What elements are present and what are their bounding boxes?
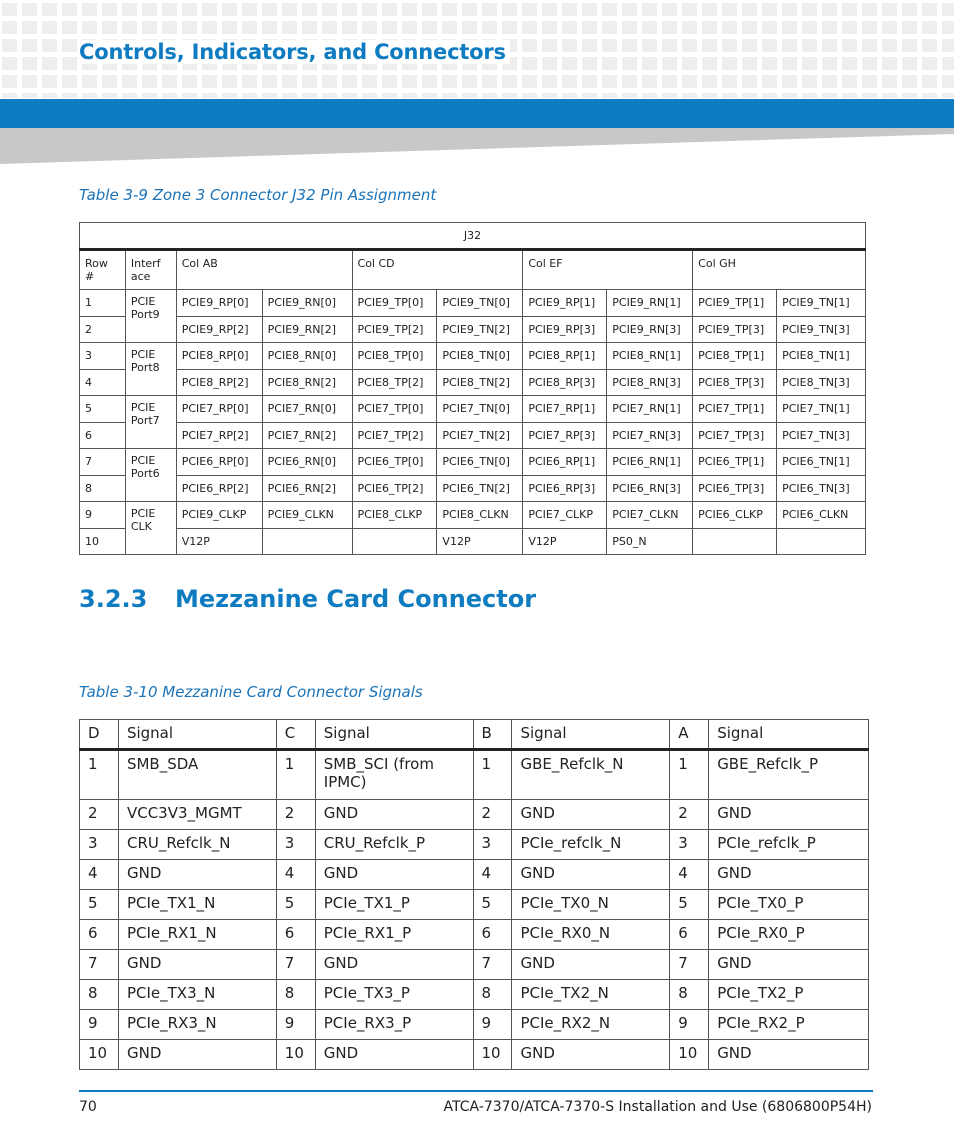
table2-header-cell: A — [670, 720, 709, 750]
table-row — [80, 800, 869, 830]
document-title: ATCA-7370/ATCA-7370-S Installation and Use (6806800P54H) — [443, 1099, 872, 1115]
pin-signal-cell: PCIE7_RN[0] — [262, 396, 352, 423]
pin-signal-cell: PCIE9_TN[3] — [777, 316, 866, 343]
signal-name-cell: GND — [512, 1040, 670, 1070]
pin-number-cell: 2 — [670, 800, 709, 830]
pin-signal-cell: PCIE8_TP[1] — [693, 343, 777, 370]
pin-number-cell: 10 — [80, 1040, 119, 1070]
pin-signal-cell: PCIE7_TP[1] — [693, 396, 777, 423]
signal-name-cell: GND — [709, 800, 869, 830]
pin-number-cell: 4 — [80, 860, 119, 890]
pin-signal-cell: PCIE7_TN[3] — [777, 422, 866, 449]
table-row — [80, 475, 866, 502]
table1-header-cell: Col AB — [176, 250, 352, 290]
interface-cell: PCIE Port8 — [125, 343, 176, 396]
pin-signal-cell: PCIE8_CLKP — [352, 502, 437, 529]
signal-name-cell: PCIe_TX2_N — [512, 980, 670, 1010]
table-row — [80, 750, 869, 800]
pin-signal-cell: PCIE7_TN[2] — [437, 422, 523, 449]
table-row — [80, 920, 869, 950]
signal-name-cell: CRU_Refclk_P — [315, 830, 473, 860]
pin-number-cell: 8 — [276, 980, 315, 1010]
signal-name-cell: PCIe_TX2_P — [709, 980, 869, 1010]
pin-signal-cell: PCIE6_TN[0] — [437, 449, 523, 476]
pin-signal-cell: PCIE9_RN[3] — [607, 316, 693, 343]
table2-header-cell: Signal — [118, 720, 276, 750]
j32-pin-table — [79, 222, 866, 555]
pin-signal-cell: PCIE6_CLKN — [777, 502, 866, 529]
pin-signal-cell: PCIE9_TP[2] — [352, 316, 437, 343]
pin-number-cell: 3 — [670, 830, 709, 860]
pin-signal-cell: PCIE6_RP[0] — [176, 449, 262, 476]
interface-cell: PCIE CLK — [125, 502, 176, 555]
pin-number-cell: 1 — [80, 750, 119, 800]
pin-signal-cell: PCIE8_TN[0] — [437, 343, 523, 370]
footer-rule — [79, 1090, 873, 1092]
signal-name-cell: GND — [315, 800, 473, 830]
row-number-cell: 2 — [80, 316, 126, 343]
section-title-text: Mezzanine Card Connector — [175, 585, 537, 613]
pin-signal-cell — [262, 528, 352, 555]
pin-number-cell: 10 — [473, 1040, 512, 1070]
pin-signal-cell: PCIE7_RP[1] — [523, 396, 607, 423]
signal-name-cell: GND — [512, 860, 670, 890]
pin-number-cell: 10 — [670, 1040, 709, 1070]
pin-signal-cell: PCIE6_TP[2] — [352, 475, 437, 502]
pin-number-cell: 3 — [473, 830, 512, 860]
signal-name-cell: PCIe_refclk_N — [512, 830, 670, 860]
table-row — [80, 950, 869, 980]
pin-number-cell: 8 — [80, 980, 119, 1010]
signal-name-cell: CRU_Refclk_N — [118, 830, 276, 860]
pin-signal-cell: PCIE9_TN[2] — [437, 316, 523, 343]
interface-cell: PCIE Port9 — [125, 290, 176, 343]
signal-name-cell: GND — [512, 800, 670, 830]
pin-number-cell: 9 — [80, 1010, 119, 1040]
signal-name-cell: GND — [315, 860, 473, 890]
signal-name-cell: GND — [709, 1040, 869, 1070]
table2-header-cell: Signal — [512, 720, 670, 750]
signal-name-cell: PCIe_TX0_N — [512, 890, 670, 920]
table2-header-row — [80, 720, 869, 750]
row-number-cell: 10 — [80, 528, 126, 555]
signal-name-cell: GND — [315, 1040, 473, 1070]
pin-number-cell: 6 — [670, 920, 709, 950]
pin-number-cell: 5 — [473, 890, 512, 920]
table2-header-cell: Signal — [709, 720, 869, 750]
table-row — [80, 369, 866, 396]
pin-signal-cell: PCIE8_RP[1] — [523, 343, 607, 370]
pin-signal-cell: PS0_N — [607, 528, 693, 555]
signal-name-cell: GBE_Refclk_N — [512, 750, 670, 800]
table-row — [80, 860, 869, 890]
pin-signal-cell: PCIE7_CLKN — [607, 502, 693, 529]
signal-name-cell: PCIe_TX1_N — [118, 890, 276, 920]
pin-signal-cell: PCIE7_RN[1] — [607, 396, 693, 423]
signal-name-cell: GND — [709, 950, 869, 980]
pin-signal-cell: PCIE7_RN[3] — [607, 422, 693, 449]
row-number-cell: 6 — [80, 422, 126, 449]
table-row — [80, 449, 866, 476]
pin-number-cell: 2 — [473, 800, 512, 830]
pin-number-cell: 5 — [276, 890, 315, 920]
table-row — [80, 528, 866, 555]
signal-name-cell: PCIe_RX0_N — [512, 920, 670, 950]
pin-signal-cell: PCIE6_TP[0] — [352, 449, 437, 476]
pin-signal-cell: PCIE9_RP[3] — [523, 316, 607, 343]
pin-number-cell: 4 — [276, 860, 315, 890]
pin-signal-cell: PCIE8_CLKN — [437, 502, 523, 529]
interface-cell: PCIE Port7 — [125, 396, 176, 449]
pin-signal-cell: PCIE8_RN[3] — [607, 369, 693, 396]
row-number-cell: 9 — [80, 502, 126, 529]
signal-name-cell: PCIe_RX1_N — [118, 920, 276, 950]
signal-name-cell: SMB_SDA — [118, 750, 276, 800]
pin-number-cell: 1 — [276, 750, 315, 800]
pin-signal-cell: PCIE9_TP[1] — [693, 290, 777, 317]
table-row — [80, 502, 866, 529]
pin-signal-cell: PCIE9_TN[0] — [437, 290, 523, 317]
pin-signal-cell: PCIE8_RN[1] — [607, 343, 693, 370]
signal-name-cell: PCIe_RX2_P — [709, 1010, 869, 1040]
pin-signal-cell — [352, 528, 437, 555]
pin-signal-cell: V12P — [176, 528, 262, 555]
signal-name-cell: SMB_SCI (from IPMC) — [315, 750, 473, 800]
table1-header-cell: Col CD — [352, 250, 523, 290]
row-number-cell: 7 — [80, 449, 126, 476]
pin-signal-cell: PCIE7_TP[2] — [352, 422, 437, 449]
pin-number-cell: 1 — [473, 750, 512, 800]
pin-number-cell: 3 — [80, 830, 119, 860]
table2-header-cell: C — [276, 720, 315, 750]
pin-signal-cell: PCIE6_RP[3] — [523, 475, 607, 502]
pin-signal-cell: PCIE8_RP[3] — [523, 369, 607, 396]
pin-signal-cell: PCIE9_CLKN — [262, 502, 352, 529]
pin-signal-cell: PCIE8_TN[3] — [777, 369, 866, 396]
pin-signal-cell: PCIE8_RP[2] — [176, 369, 262, 396]
pin-signal-cell: PCIE8_TP[3] — [693, 369, 777, 396]
pin-signal-cell: PCIE6_RN[1] — [607, 449, 693, 476]
pin-signal-cell: PCIE8_TN[1] — [777, 343, 866, 370]
signal-name-cell: GND — [118, 860, 276, 890]
running-header-title: Controls, Indicators, and Connectors — [79, 40, 510, 64]
row-number-cell: 4 — [80, 369, 126, 396]
pin-signal-cell: PCIE9_RN[1] — [607, 290, 693, 317]
pin-signal-cell: PCIE7_TP[3] — [693, 422, 777, 449]
signal-name-cell: PCIe_RX3_P — [315, 1010, 473, 1040]
signal-name-cell: VCC3V3_MGMT — [118, 800, 276, 830]
section-heading — [79, 585, 536, 613]
pin-number-cell: 5 — [670, 890, 709, 920]
pin-signal-cell: V12P — [523, 528, 607, 555]
pin-signal-cell: V12P — [437, 528, 523, 555]
signal-name-cell: PCIe_RX3_N — [118, 1010, 276, 1040]
interface-cell: PCIE Port6 — [125, 449, 176, 502]
pin-signal-cell: PCIE8_RN[0] — [262, 343, 352, 370]
pin-signal-cell: PCIE6_TN[1] — [777, 449, 866, 476]
pin-signal-cell: PCIE6_TP[3] — [693, 475, 777, 502]
table-row — [80, 422, 866, 449]
pin-signal-cell: PCIE6_RN[2] — [262, 475, 352, 502]
pin-number-cell: 7 — [80, 950, 119, 980]
pin-signal-cell: PCIE9_RP[2] — [176, 316, 262, 343]
row-number-cell: 8 — [80, 475, 126, 502]
pin-number-cell: 8 — [670, 980, 709, 1010]
table-row — [80, 1040, 869, 1070]
signal-name-cell: PCIe_TX1_P — [315, 890, 473, 920]
section-number: 3.2.3 — [79, 585, 148, 613]
table-row — [80, 830, 869, 860]
row-number-cell: 3 — [80, 343, 126, 370]
table2-header-cell: Signal — [315, 720, 473, 750]
table-row — [80, 890, 869, 920]
pin-signal-cell: PCIE9_TP[3] — [693, 316, 777, 343]
signal-name-cell: PCIe_TX0_P — [709, 890, 869, 920]
pin-signal-cell: PCIE7_TP[0] — [352, 396, 437, 423]
row-number-cell: 1 — [80, 290, 126, 317]
pin-number-cell: 2 — [276, 800, 315, 830]
pin-number-cell: 10 — [276, 1040, 315, 1070]
signal-name-cell: PCIe_TX3_P — [315, 980, 473, 1010]
table1-caption: Table 3-9 Zone 3 Connector J32 Pin Assignment — [79, 186, 437, 204]
pin-signal-cell: PCIE8_TP[0] — [352, 343, 437, 370]
pin-signal-cell: PCIE8_RN[2] — [262, 369, 352, 396]
pin-signal-cell: PCIE7_CLKP — [523, 502, 607, 529]
pin-number-cell: 6 — [276, 920, 315, 950]
pin-number-cell: 4 — [473, 860, 512, 890]
table-row — [80, 316, 866, 343]
pin-signal-cell: PCIE9_RP[1] — [523, 290, 607, 317]
pin-signal-cell: PCIE9_RP[0] — [176, 290, 262, 317]
pin-signal-cell: PCIE6_CLKP — [693, 502, 777, 529]
pin-signal-cell: PCIE6_TN[3] — [777, 475, 866, 502]
pin-signal-cell: PCIE6_RN[0] — [262, 449, 352, 476]
table-row — [80, 343, 866, 370]
pin-number-cell: 9 — [670, 1010, 709, 1040]
pin-signal-cell: PCIE7_TN[1] — [777, 396, 866, 423]
pin-signal-cell: PCIE9_TN[1] — [777, 290, 866, 317]
pin-number-cell: 7 — [276, 950, 315, 980]
pin-number-cell: 3 — [276, 830, 315, 860]
pin-signal-cell: PCIE9_RN[0] — [262, 290, 352, 317]
pin-number-cell: 7 — [473, 950, 512, 980]
pin-signal-cell — [693, 528, 777, 555]
pin-number-cell: 7 — [670, 950, 709, 980]
pin-number-cell: 8 — [473, 980, 512, 1010]
pin-signal-cell: PCIE7_RP[2] — [176, 422, 262, 449]
pin-number-cell: 4 — [670, 860, 709, 890]
table-row — [80, 290, 866, 317]
table2-caption: Table 3-10 Mezzanine Card Connector Signals — [79, 683, 423, 701]
pin-signal-cell: PCIE6_TP[1] — [693, 449, 777, 476]
signal-name-cell: GBE_Refclk_P — [709, 750, 869, 800]
pin-signal-cell: PCIE6_TN[2] — [437, 475, 523, 502]
pin-signal-cell: PCIE8_TN[2] — [437, 369, 523, 396]
pin-number-cell: 6 — [80, 920, 119, 950]
signal-name-cell: PCIe_RX0_P — [709, 920, 869, 950]
pin-signal-cell: PCIE9_RN[2] — [262, 316, 352, 343]
table2-header-cell: B — [473, 720, 512, 750]
pin-signal-cell: PCIE9_TP[0] — [352, 290, 437, 317]
pin-signal-cell: PCIE7_TN[0] — [437, 396, 523, 423]
pin-signal-cell: PCIE6_RP[1] — [523, 449, 607, 476]
table-row — [80, 396, 866, 423]
signal-name-cell: PCIe_RX1_P — [315, 920, 473, 950]
signal-name-cell: GND — [512, 950, 670, 980]
table2-header-cell: D — [80, 720, 119, 750]
table1-header-cell: Row # — [80, 250, 126, 290]
pin-signal-cell: PCIE7_RN[2] — [262, 422, 352, 449]
pin-number-cell: 9 — [473, 1010, 512, 1040]
table1-header-cell: Col GH — [693, 250, 866, 290]
pin-signal-cell — [777, 528, 866, 555]
table-row — [80, 1010, 869, 1040]
signal-name-cell: GND — [118, 950, 276, 980]
table-row — [80, 980, 869, 1010]
pin-number-cell: 6 — [473, 920, 512, 950]
signal-name-cell: PCIe_RX2_N — [512, 1010, 670, 1040]
pin-number-cell: 9 — [276, 1010, 315, 1040]
table1-header-cell: Col EF — [523, 250, 693, 290]
table1-header-cell: Interf ace — [125, 250, 176, 290]
pin-signal-cell: PCIE9_CLKP — [176, 502, 262, 529]
pin-signal-cell: PCIE7_RP[3] — [523, 422, 607, 449]
pin-signal-cell: PCIE6_RP[2] — [176, 475, 262, 502]
pin-number-cell: 5 — [80, 890, 119, 920]
table1-header-row — [80, 250, 866, 290]
pin-signal-cell: PCIE8_TP[2] — [352, 369, 437, 396]
header-blue-bar — [0, 99, 954, 128]
page-number: 70 — [79, 1099, 97, 1115]
row-number-cell: 5 — [80, 396, 126, 423]
signal-name-cell: PCIe_TX3_N — [118, 980, 276, 1010]
signal-name-cell: PCIe_refclk_P — [709, 830, 869, 860]
mezzanine-signals-table — [79, 719, 869, 1070]
signal-name-cell: GND — [118, 1040, 276, 1070]
pin-signal-cell: PCIE7_RP[0] — [176, 396, 262, 423]
pin-signal-cell: PCIE6_RN[3] — [607, 475, 693, 502]
signal-name-cell: GND — [709, 860, 869, 890]
signal-name-cell: GND — [315, 950, 473, 980]
pin-number-cell: 2 — [80, 800, 119, 830]
pin-signal-cell: PCIE8_RP[0] — [176, 343, 262, 370]
table1-title: J32 — [80, 223, 866, 250]
pin-number-cell: 1 — [670, 750, 709, 800]
header-gray-wedge — [0, 128, 954, 164]
